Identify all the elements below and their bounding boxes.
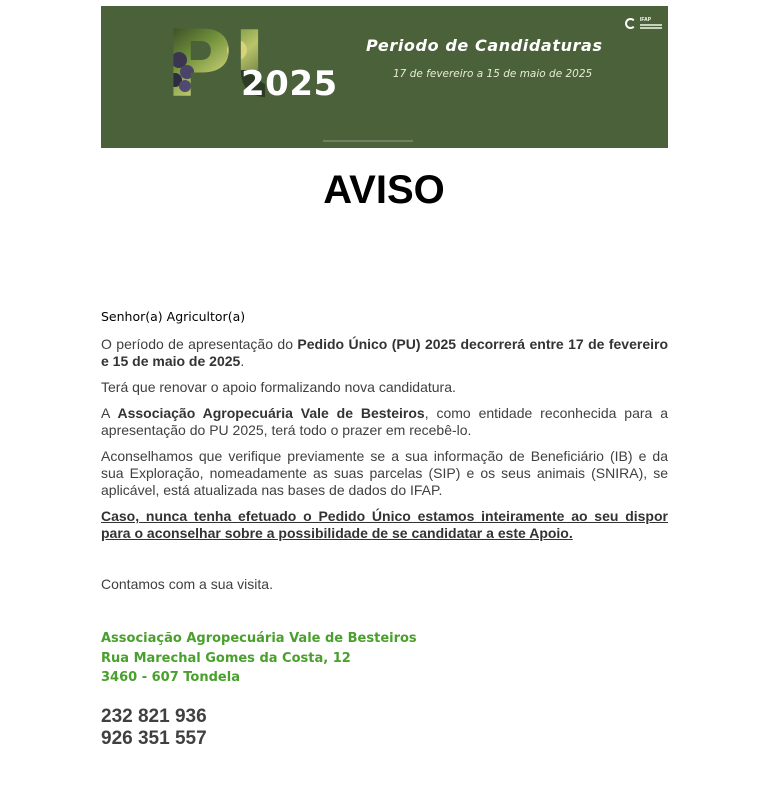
paragraph-first-time: Caso, nunca tenha efetuado o Pedido Único estamos inteiramente ao seu dispor para o aconselhar sobre a possibilidade de se candidatar a este Apoio. bbox=[101, 508, 668, 541]
paragraph-association-text: , como entidade reconhecida para a apresentação do PU 2025, terá todo o prazer em recebê-lo. bbox=[101, 405, 668, 438]
paragraph-period-dates: Pedido Único (PU) 2025 decorrerá entre 17 de fevereiro e 15 de maio de 2025 bbox=[101, 336, 668, 369]
paragraph-association bbox=[101, 405, 668, 439]
association-address bbox=[101, 629, 417, 688]
phone-mobile: 926 351 557 bbox=[101, 728, 207, 749]
banner-year: 2025 bbox=[241, 64, 338, 104]
banner-fine-print bbox=[323, 140, 413, 142]
banner-dates: 17 de fevereiro a 15 de maio de 2025 bbox=[393, 68, 593, 80]
association-name: Associação Agropecuária Vale de Besteiros bbox=[101, 631, 417, 646]
paragraph-renew: Terá que renovar o apoio formalizando nova candidatura. bbox=[101, 379, 456, 395]
association-postal: 3460 - 607 Tondela bbox=[101, 670, 240, 685]
paragraph-period bbox=[101, 336, 668, 370]
paragraph-period-end: . bbox=[240, 353, 245, 369]
notice-body bbox=[101, 309, 668, 592]
ifap-logo-icon bbox=[625, 18, 636, 29]
banner-title: Periodo de Candidaturas bbox=[366, 36, 603, 55]
campaign-banner bbox=[101, 6, 668, 148]
paragraph-association-start: A bbox=[101, 405, 118, 421]
closing-line: Contamos com a sua visita. bbox=[101, 576, 273, 592]
ifap-logo-text: IFAP bbox=[640, 17, 652, 23]
paragraph-advice: Aconselhamos que verifique previamente se a sua informação de Beneficiário (IB) e da sua Exploração, nomeadamente as suas parcelas (SIP) e os seus animais (SNIRA), se aplicável, está atualizada nas bases de dados do IFAP. bbox=[101, 448, 668, 498]
association-street: Rua Marechal Gomes da Costa, 12 bbox=[101, 650, 351, 666]
salutation: Senhor(a) Agricultor(a) bbox=[101, 309, 246, 324]
phone-numbers bbox=[101, 706, 207, 750]
ifap-logo bbox=[625, 17, 663, 33]
paragraph-association-name: Associação Agropecuária Vale de Besteiros bbox=[117, 405, 425, 421]
notice-heading: AVISO bbox=[323, 168, 445, 212]
paragraph-period-text: O período de apresentação do bbox=[101, 336, 298, 352]
ifap-logo-subtext bbox=[640, 24, 662, 26]
phone-landline: 232 821 936 bbox=[101, 706, 207, 727]
